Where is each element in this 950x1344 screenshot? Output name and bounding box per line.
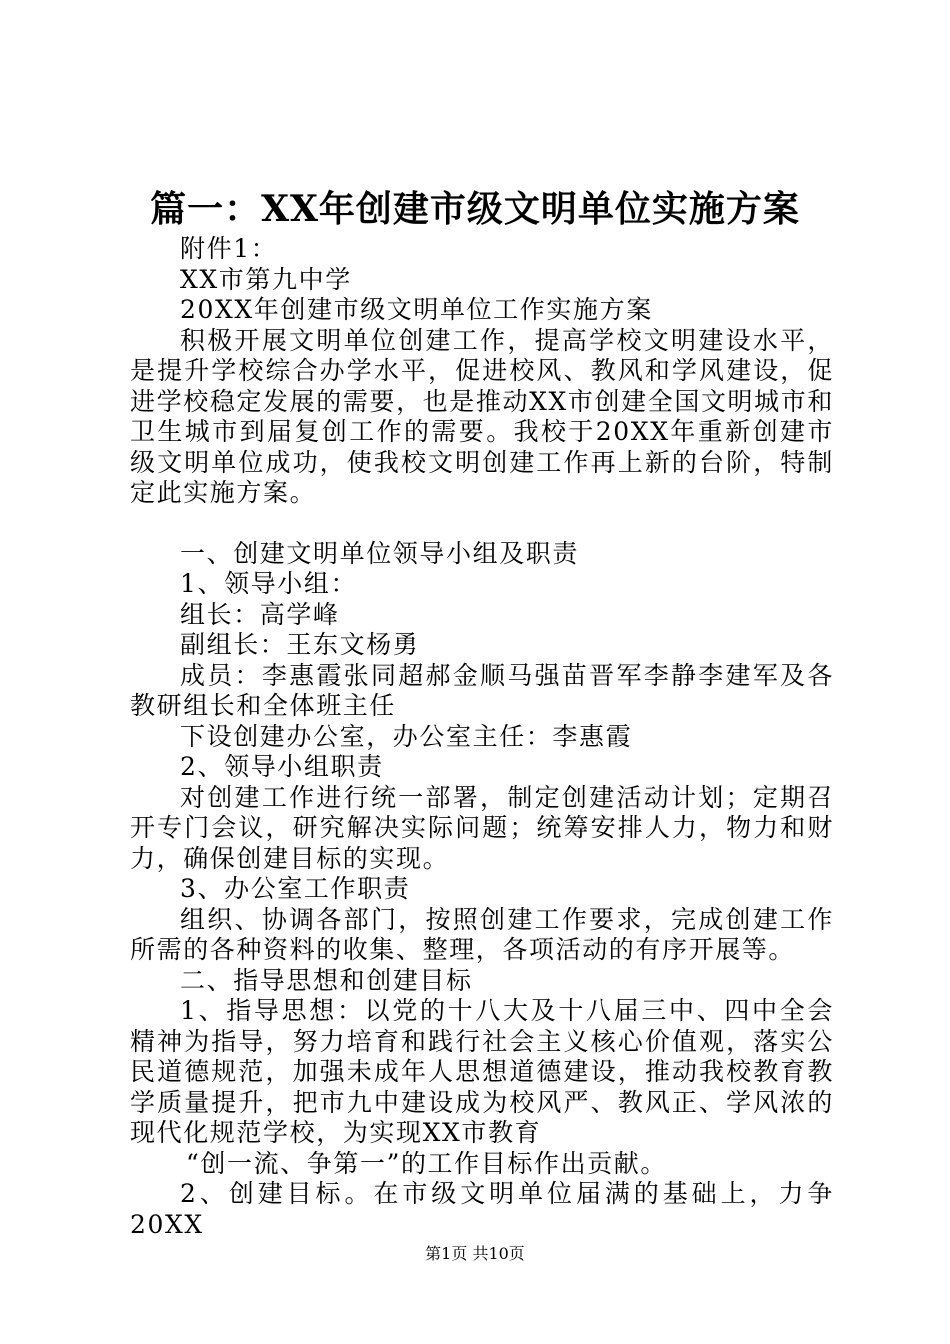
office-duties-paragraph: 组织、协调各部门，按照创建工作要求，完成创建工作所需的各种资料的收集、整理，各项活动的有序开展等。 — [130, 904, 834, 964]
document-title: 篇一：XX年创建市级文明单位实施方案 — [150, 188, 800, 230]
guiding-thought-paragraph: 1、指导思想：以党的十八大及十八届三中、四中全会精神为指导，努力培育和践行社会主义核心价值观，落实公民道德规范，加强未成年人思想道德建设，推动我校教育教学质量提升，把市九中建设成为校风严、教风正、学风浓的现代化规范学校，为实现XX市教育 — [130, 996, 834, 1147]
plan-subtitle: 20XX年创建市级文明单位工作实施方案 — [180, 295, 653, 324]
deputy-leader-line: 副组长：王东文杨勇 — [180, 630, 420, 659]
subheading-office-duties: 3、办公室工作职责 — [180, 874, 411, 903]
subheading-leadership-group: 1、领导小组： — [180, 569, 358, 598]
slogan-paragraph: “创一流、争第一”的工作目标作出贡献。 — [186, 1148, 667, 1178]
office-director-line: 下设创建办公室，办公室主任：李惠霞 — [180, 721, 633, 751]
creation-goal-paragraph: 2、创建目标。在市级文明单位届满的基础上，力争20XX — [130, 1179, 834, 1239]
school-name: XX市第九中学 — [180, 264, 352, 294]
section-heading-leadership: 一、创建文明单位领导小组及职责 — [180, 538, 580, 568]
page-number-footer: 第1页 共10页 — [425, 1244, 525, 1263]
group-duties-paragraph: 对创建工作进行统一部署，制定创建活动计划；定期召开专门会议，研究解决实际问题；统筹安排人力，物力和财力，确保创建目标的实现。 — [130, 782, 834, 873]
subheading-group-duties: 2、领导小组职责 — [180, 752, 384, 781]
group-leader-line: 组长：高学峰 — [180, 599, 340, 629]
attachment-label: 附件1： — [180, 234, 278, 263]
document-body — [130, 234, 834, 1240]
section-heading-guiding-thought: 二、指导思想和创建目标 — [180, 965, 473, 995]
intro-paragraph: 积极开展文明单位创建工作，提高学校文明建设水平，是提升学校综合办学水平，促进校风、教风和学风建设，促进学校稳定发展的需要，也是推动XX市创建全国文明城市和卫生城市到届复创工作的需要。我校于20XX年重新创建市级文明单位成功，使我校文明创建工作再上新的台阶，特制定此实施方案。 — [130, 325, 834, 507]
members-paragraph: 成员：李惠霞张同超郝金顺马强苗晋军李静李建军及各教研组长和全体班主任 — [130, 660, 834, 720]
